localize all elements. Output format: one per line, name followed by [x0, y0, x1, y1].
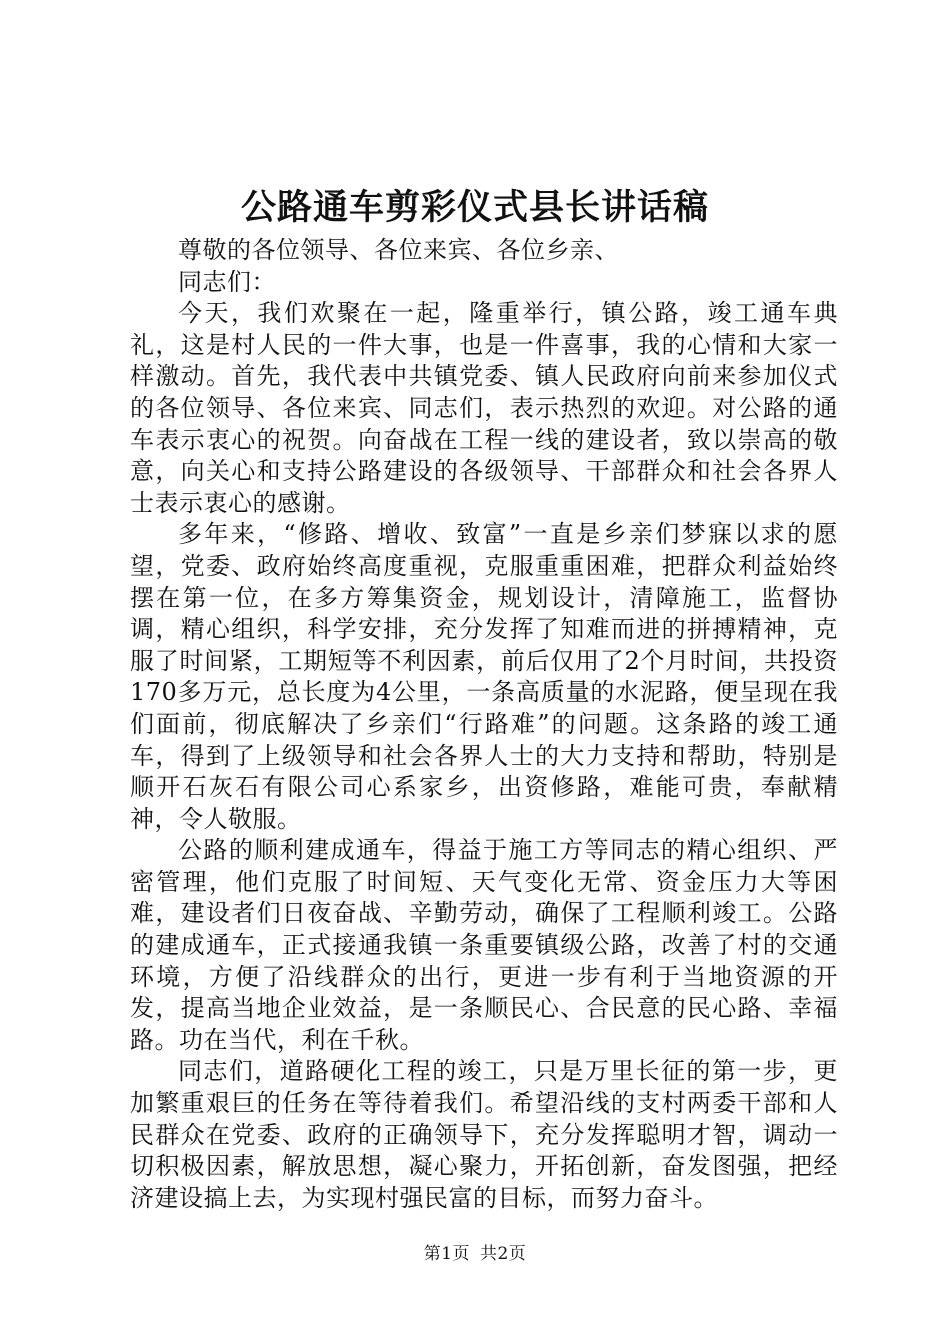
paragraph: 公路的顺利建成通车，得益于施工方等同志的精心组织、严密管理，他们克服了时间短、天气变化无常、资金压力大等困难，建设者们日夜奋战、辛勤劳动，确保了工程顺利竣工。公路的建成通车，正式接通我镇一条重要镇级公路，改善了村的交通环境，方便了沿线群众的出行，更进一步有利于当地资源的开发，提高当地企业效益，是一条顺民心、合民意的民心路、幸福路。功在当代，利在千秋。: [130, 836, 838, 1054]
document-body: [130, 235, 838, 1214]
paragraph: 今天，我们欢聚在一起，隆重举行，镇公路，竣工通车典礼，这是村人民的一件大事，也是一件喜事，我的心情和大家一样激动。首先，我代表中共镇党委、镇人民政府向前来参加仪式的各位领导、各位来宾、同志们，表示热烈的欢迎。对公路的通车表示衷心的祝贺。向奋战在工程一线的建设者，致以崇高的敬意，向关心和支持公路建设的各级领导、干部群众和社会各界人士表示衷心的感谢。: [130, 299, 838, 517]
salutation-line: 同志们：: [178, 267, 276, 296]
page-number: 第1页: [423, 1244, 471, 1264]
paragraph: 同志们，道路硬化工程的竣工，只是万里长征的第一步，更加繁重艰巨的任务在等待着我们。希望沿线的支村两委干部和人民群众在党委、政府的正确领导下，充分发挥聪明才智，调动一切积极因素，解放思想，凝心聚力，开拓创新，奋发图强，把经济建设搞上去，为实现村强民富的目标，而努力奋斗。: [130, 1057, 838, 1212]
page-footer: [0, 1242, 950, 1266]
page-total: 共2页: [479, 1244, 527, 1264]
page-title: 公路通车剪彩仪式县长讲话稿: [240, 187, 709, 228]
salutation-line: 尊敬的各位领导、各位来宾、各位乡亲、: [178, 236, 619, 264]
paragraph: 多年来，“修路、增收、致富”一直是乡亲们梦寐以求的愿望，党委、政府始终高度重视，克服重重困难，把群众利益始终摆在第一位，在多方筹集资金，规划设计，清障施工，监督协调，精心组织，科学安排，充分发挥了知难而进的拼搏精神，克服了时间紧，工期短等不利因素，前后仅用了2个月时间，共投资170多万元，总长度为4公里，一条高质量的水泥路，便呈现在我们面前，彻底解决了乡亲们“行路难”的问题。这条路的竣工通车，得到了上级领导和社会各界人士的大力支持和帮助，特别是顺开石灰石有限公司心系家乡，出资修路，难能可贵，奉献精神，令人敬服。: [130, 520, 838, 833]
